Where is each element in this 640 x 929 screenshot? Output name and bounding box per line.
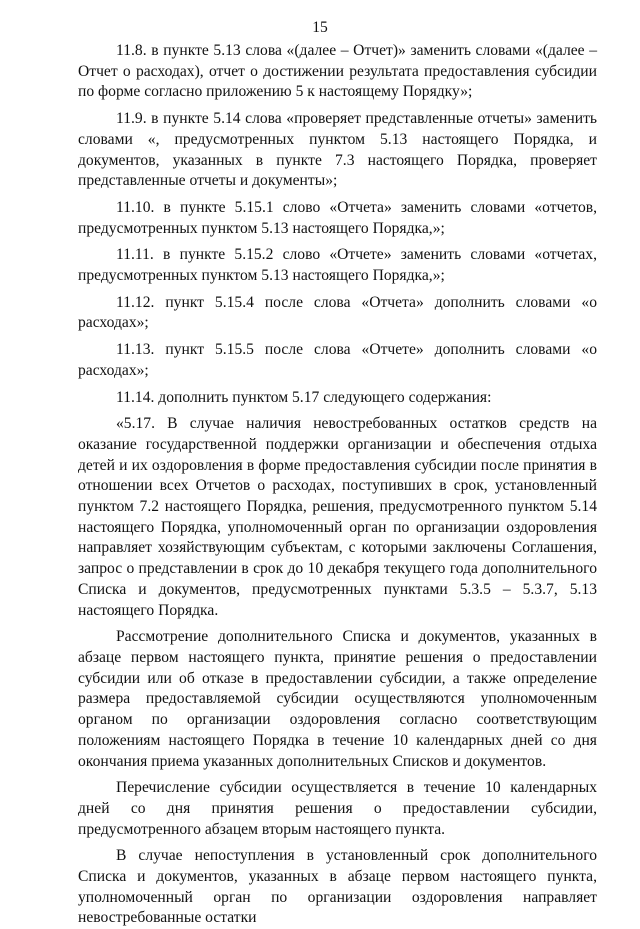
document-body — [78, 41, 597, 929]
paragraph-11-11: 11.11. в пункте 5.15.2 слово «Отчете» заменить словами «отчетах, предусмотренных пунктом 5.13 настоящего Порядка,»; — [78, 246, 597, 285]
page-number: 15 — [312, 19, 328, 36]
paragraph-11-14: 11.14. дополнить пунктом 5.17 следующего содержания: — [116, 388, 492, 406]
paragraph-5-17-first: «5.17. В случае наличия невостребованных остатков средств на оказание государственной поддержки организации и обеспечения отдыха детей и их оздоровления в форме предоставления субсидии после принятия в отношении всех Отчетов о расходах, поступивших в срок, установленный пунктом 7.2 настоящего Порядка, решения, предусмотренного пунктом 5.14 настоящего Порядка, уполномоченный орган по организации оздоровления направляет хозяйствующим субъектам, с которыми заключены Соглашения, запрос о представлении в срок до 10 декабря текущего года дополнительного Списка и документов, предусмотренных пунктами 5.3.5 – 5.3.7, 5.13 настоящего Порядка. — [78, 415, 597, 619]
paragraph-5-17-fourth: В случае непоступления в установленный срок дополнительного Списка и документов, указанных в абзаце первом настоящего пункта, уполномоченный орган по организации оздоровления направляет невостребованные остатки — [78, 847, 597, 927]
paragraph-5-17-third: Перечисление субсидии осуществляется в течение 10 календарных дней со дня принятия решения о предоставлении субсидии, предусмотренного абзацем вторым настоящего пункта. — [78, 779, 597, 838]
paragraph-11-12: 11.12. пункт 5.15.4 после слова «Отчета» дополнить словами «о расходах»; — [78, 293, 597, 332]
paragraph-11-10: 11.10. в пункте 5.15.1 слово «Отчета» заменить словами «отчетов, предусмотренных пунктом 5.13 настоящего Порядка,»; — [78, 198, 597, 237]
paragraph-11-8: 11.8. в пункте 5.13 слова «(далее – Отчет)» заменить словами «(далее – Отчет о расходах), отчет о достижении результата предоставления субсидии по форме согласно приложению 5 к настоящему Порядку»; — [78, 42, 597, 101]
paragraph-11-13: 11.13. пункт 5.15.5 после слова «Отчете» дополнить словами «о расходах»; — [78, 341, 597, 379]
paragraph-11-9: 11.9. в пункте 5.14 слова «проверяет представленные отчеты» заменить словами «, предусмотренных пунктом 5.13 настоящего Порядка, и документов, указанных в пункте 7.3 настоящего Порядка, проверяет представленные отчеты и документы»; — [78, 110, 597, 190]
paragraph-5-17-second: Рассмотрение дополнительного Списка и документов, указанных в абзаце первом настоящего пункта, принятие решения о предоставлении субсидии или об отказе в предоставлении субсидии, а также определение размера предоставляемой субсидии осуществляются уполномоченным органом по организации оздоровления согласно соответствующим положениям настоящего Порядка в течение 10 календарных дней со дня окончания приема указанных дополнительных Списков и документов. — [78, 628, 597, 770]
